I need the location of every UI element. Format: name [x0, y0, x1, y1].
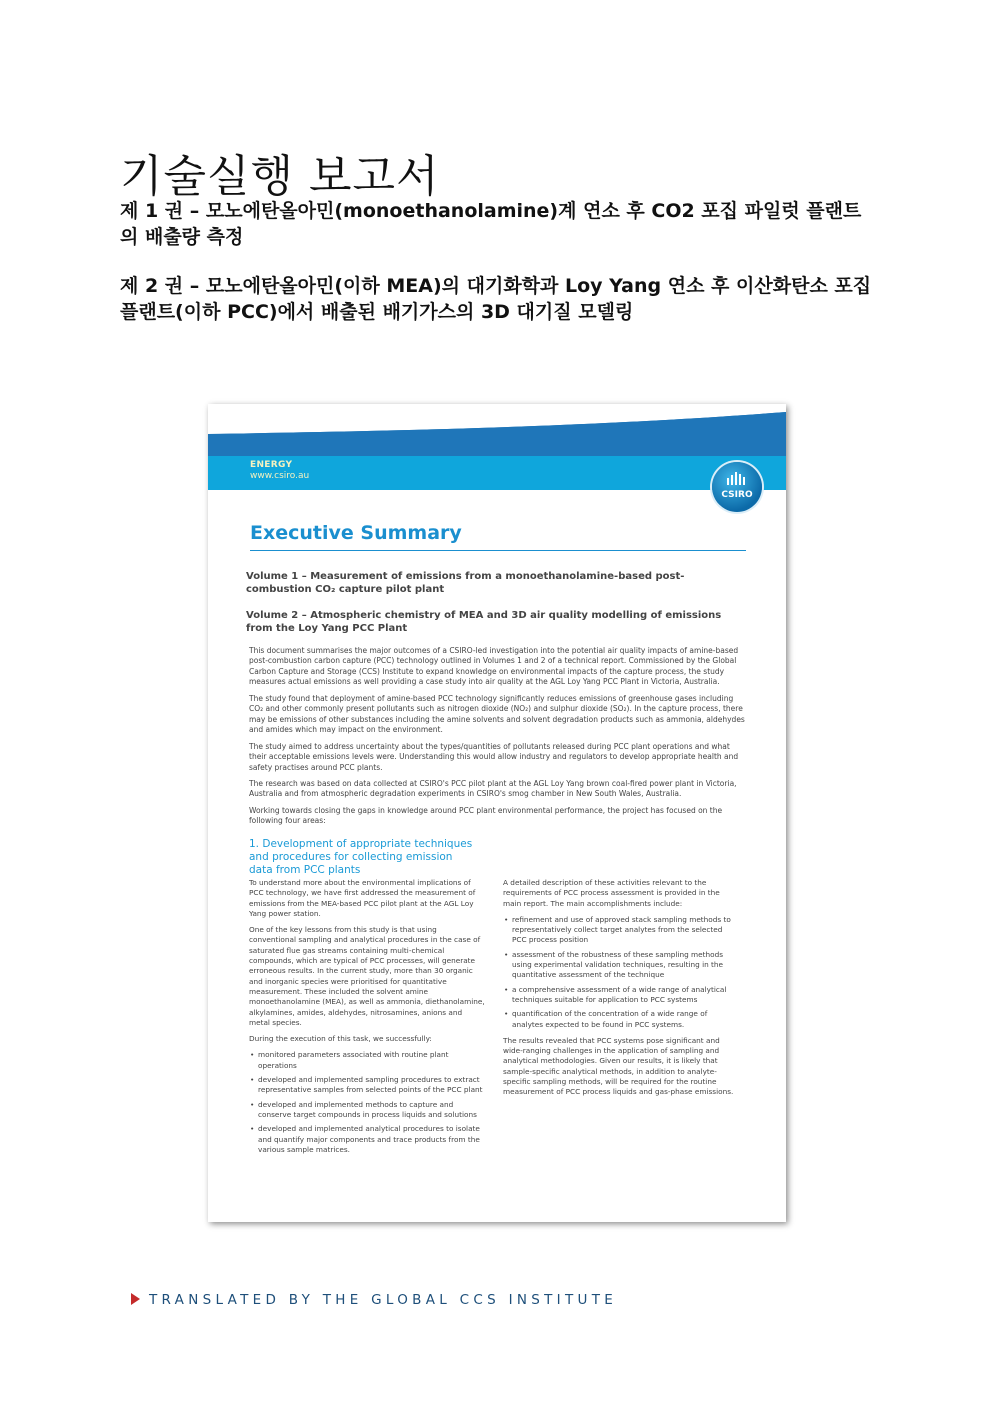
cover-website: www.csiro.au	[250, 471, 310, 481]
csiro-logo-text: CSIRO	[721, 490, 753, 500]
cover-volume-2: Volume 2 – Atmospheric chemistry of MEA and 3D air quality modelling of emissions from the Loy Yang PCC Plant	[246, 610, 722, 634]
right-intro: A detailed description of these activities relevant to the requirements of PCC process assessment is provided in the main report. The main accomplishments include:	[503, 878, 720, 908]
left-paragraph: One of the key lessons from this study is that using conventional sampling and analytical procedures in the case of saturated flue gas streams containing multi-chemical compounds, which are typical of PCC processes, will generate erroneous results. In the current study, more than 30 organic and inorganic species were prioritised for quantitative measurement. These included the solvent amine monoethanolamine (MEA), as well as ammonia, diethanolamine, alkylamines, amides, aldehydes, nitrosamines, anions and metal species.	[249, 925, 485, 1027]
list-item: • developed and implemented analytical procedures to isolate and quantify major components and trace products from the various sample matrices.	[258, 1124, 485, 1155]
executive-summary-cover-image	[208, 404, 786, 1222]
cover-energy-label: ENERGY	[250, 460, 293, 470]
footer-credit	[131, 1292, 617, 1308]
list-item: • quantification of the concentration of a wide range of analytes expected to be found in PCC systems.	[512, 1009, 739, 1030]
list-item: • refinement and use of approved stack sampling methods to representatively collect target analytes from the selected PCC process position	[512, 915, 739, 946]
section-1-heading: 1. Development of appropriate techniques and procedures for collecting emission data from PCC plants	[249, 838, 473, 877]
report-title: 기술실행 보고서	[120, 151, 440, 202]
left-column	[249, 878, 485, 1161]
left-bullet-list	[249, 1050, 485, 1155]
left-paragraph: During the execution of this task, we successfully:	[249, 1034, 432, 1044]
volume-2-title: 제 2 권 – 모노에탄올아민(이하 MEA)의 대기화학과 Loy Yang 연소 후 이산화탄소 포집 플랜트(이하 PCC)에서 배출된 배기가스의 3D 대기질 모델링	[120, 275, 872, 323]
summary-paragraph: The study found that deployment of amine-based PCC technology significantly reduces emissions of greenhouse gases including CO₂ and other commonly present pollutants such as nitrogen dioxide (NO₂) and sulphur dioxide (SO₂). In the capture process, there may be emissions of other substances including the amine solvents and solvent degradation products such as ammonia, aldehydes and amides which may impact on the environment.	[249, 694, 745, 734]
volume-1-title: 제 1 권 – 모노에탄올아민(monoethanolamine)계 연소 후 CO2 포집 파일럿 플랜트의 배출량 측정	[120, 200, 862, 248]
cover-volume-1: Volume 1 – Measurement of emissions from a monoethanolamine-based post-combustion CO₂ capture pilot plant	[246, 571, 685, 595]
summary-paragraph: Working towards closing the gaps in knowledge around PCC plant environmental performance, the project has focused on the following four areas:	[249, 806, 723, 826]
right-column	[503, 878, 739, 1104]
summary-paragraph: The study aimed to address uncertainty about the types/quantities of pollutants released during PCC plant operations and what their acceptable emissions levels were. Understanding this would allow industry and regulators to develop appropriate health and safety practises around PCC plants.	[249, 742, 739, 772]
list-item: • developed and implemented methods to capture and conserve target compounds in process liquids and solutions	[258, 1100, 485, 1121]
csiro-logo-icon	[726, 472, 748, 486]
list-item: • a comprehensive assessment of a wide range of analytical techniques suitable for application to PCC systems	[512, 985, 739, 1006]
summary-paragraph: This document summarises the major outcomes of a CSIRO-led investigation into the potential air quality impacts of amine-based post-combustion carbon capture (PCC) technology outlined in Volumes 1 and 2 of a technical report. Commissioned by the Global Carbon Capture and Storage (CCS) Institute to expand knowledge on environmental impacts of the capture process, the study measures actual emissions as well providing a case study into air quality at the AGL Loy Yang PCC Plant in Victoria, Australia.	[249, 646, 739, 686]
list-item: • assessment of the robustness of these sampling methods using experimental validation techniques, resulting in the quantitative assessment of the technique	[512, 950, 739, 981]
right-outro: The results revealed that PCC systems pose significant and wide-ranging challenges in the application of sampling and analytical methodologies. Given our results, it is likely that sample-specific analytical methods, in addition to analyte-specific sampling methods, will be required for the routine measurement of PCC process liquids and gas-phase emissions.	[503, 1035, 734, 1097]
left-paragraph: To understand more about the environmental implications of PCC technology, we have first addressed the measurement of emissions from the MEA-based PCC pilot plant at the AGL Loy Yang power station.	[249, 878, 476, 918]
right-bullet-list	[503, 915, 739, 1030]
footer-text: TRANSLATED BY THE GLOBAL CCS INSTITUTE	[149, 1292, 618, 1308]
list-item: • monitored parameters associated with routine plant operations	[258, 1050, 485, 1071]
play-arrow-icon	[131, 1293, 140, 1305]
summary-paragraph: The research was based on data collected at CSIRO's PCC pilot plant at the AGL Loy Yang brown coal-fired power plant in Victoria, Australia and from atmospheric degradation experiments in CSIRO's smog chamber in New South Wales, Australia.	[249, 779, 737, 799]
heading-rule	[250, 550, 746, 551]
csiro-logo	[712, 462, 762, 512]
list-item: • developed and implemented sampling procedures to extract representative samples from selected points of the PCC plant	[258, 1075, 485, 1096]
executive-summary-heading: Executive Summary	[250, 522, 462, 544]
